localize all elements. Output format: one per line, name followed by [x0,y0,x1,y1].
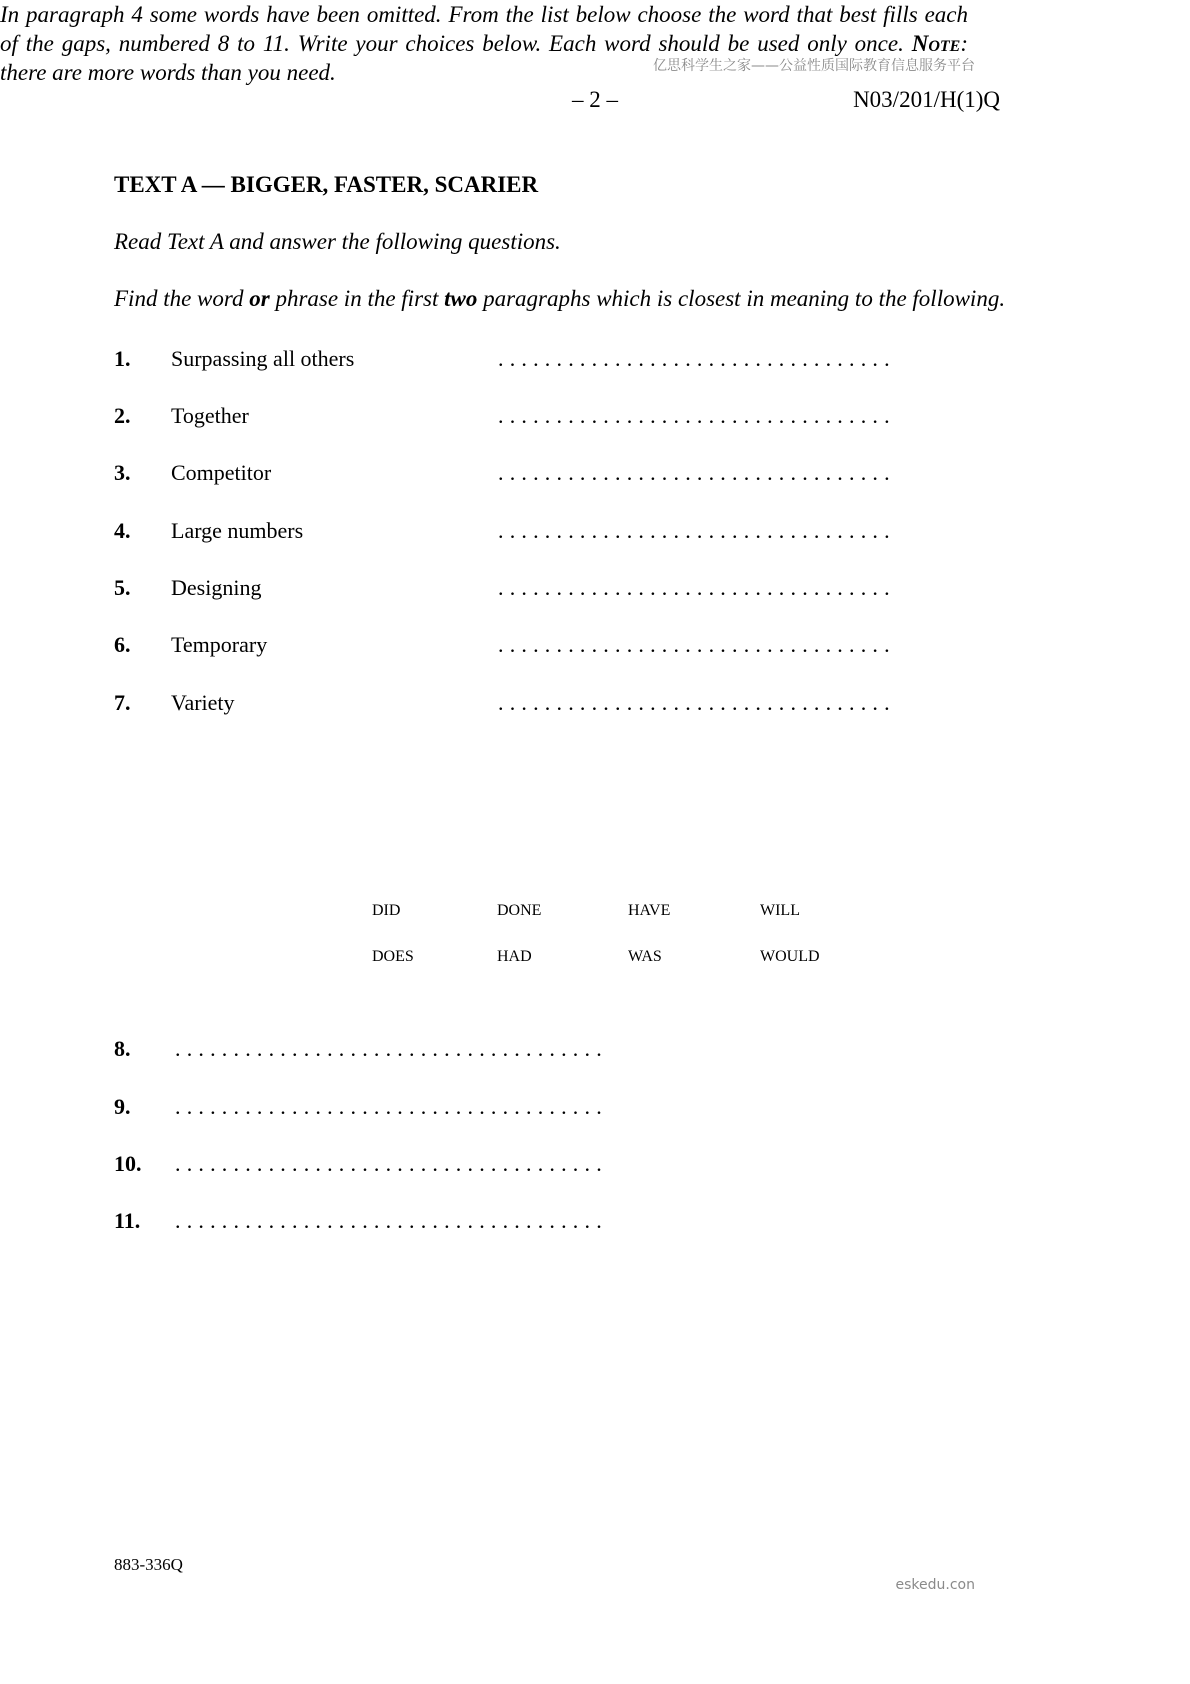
instruction-text: phrase in the first [269,286,445,311]
answer-number: 11. [114,1208,141,1233]
word-bank-item: HAVE [628,902,671,919]
answer-line[interactable]: .................................. [498,690,896,715]
instruction-bold: two [444,286,478,311]
word-bank-item: DID [372,902,401,919]
question-number: 2. [114,403,131,428]
answer-line[interactable]: ..................................... [175,1094,608,1119]
question-label: Temporary [171,632,268,657]
paragraph-text: In paragraph 4 some words have been omitted. From the list below choose the word that best fills each of the gaps, numbered 8 to 11. Write your choices below. Each word should be used only once. [0,2,968,56]
question-label: Together [171,403,249,428]
section-title: TEXT A — BIGGER, FASTER, SCARIER [114,172,539,197]
answer-line[interactable]: .................................. [498,575,896,600]
word-bank-item: WILL [760,902,800,919]
answer-line[interactable]: .................................. [498,346,896,371]
question-number: 6. [114,632,131,657]
word-bank-item: WOULD [760,948,820,965]
instruction-text: Find the word [114,286,250,311]
note-label: Note [911,31,961,56]
word-bank-item: DOES [372,948,414,965]
answer-number: 9. [114,1094,131,1119]
answer-line[interactable]: ..................................... [175,1151,608,1176]
question-number: 4. [114,518,131,543]
word-bank-item: DONE [497,902,542,919]
answer-line[interactable]: ..................................... [175,1036,608,1061]
instruction-find [114,286,1005,312]
paragraph-text: : there are more words than you need. [0,31,968,85]
answer-line[interactable]: .................................. [498,632,896,657]
watermark-top: 亿思科学生之家——公益性质国际教育信息服务平台 [653,58,975,74]
question-label: Competitor [171,460,272,485]
instruction-bold: or [249,286,270,311]
answer-line[interactable]: .................................. [498,403,896,428]
question-label: Large numbers [171,518,304,543]
watermark-bottom: eskedu.con [895,1577,975,1593]
instruction-text: paragraphs which is closest in meaning to the following. [477,286,1006,311]
footer-code: 883-336Q [114,1555,183,1574]
instruction-read: Read Text A and answer the following questions. [114,229,561,254]
word-bank-item: HAD [497,948,532,965]
question-label: Surpassing all others [171,346,355,371]
question-number: 5. [114,575,131,600]
document-code: N03/201/H(1)Q [853,87,1000,112]
answer-line[interactable]: .................................. [498,518,896,543]
question-number: 1. [114,346,131,371]
question-label: Designing [171,575,262,600]
question-label: Variety [171,690,235,715]
word-bank-item: WAS [628,948,662,965]
question-number: 3. [114,460,131,485]
answer-number: 8. [114,1036,131,1061]
answer-line[interactable]: ..................................... [175,1208,608,1233]
answer-line[interactable]: .................................. [498,460,896,485]
answer-number: 10. [114,1151,142,1176]
page-number: – 2 – [572,87,618,112]
question-number: 7. [114,690,131,715]
